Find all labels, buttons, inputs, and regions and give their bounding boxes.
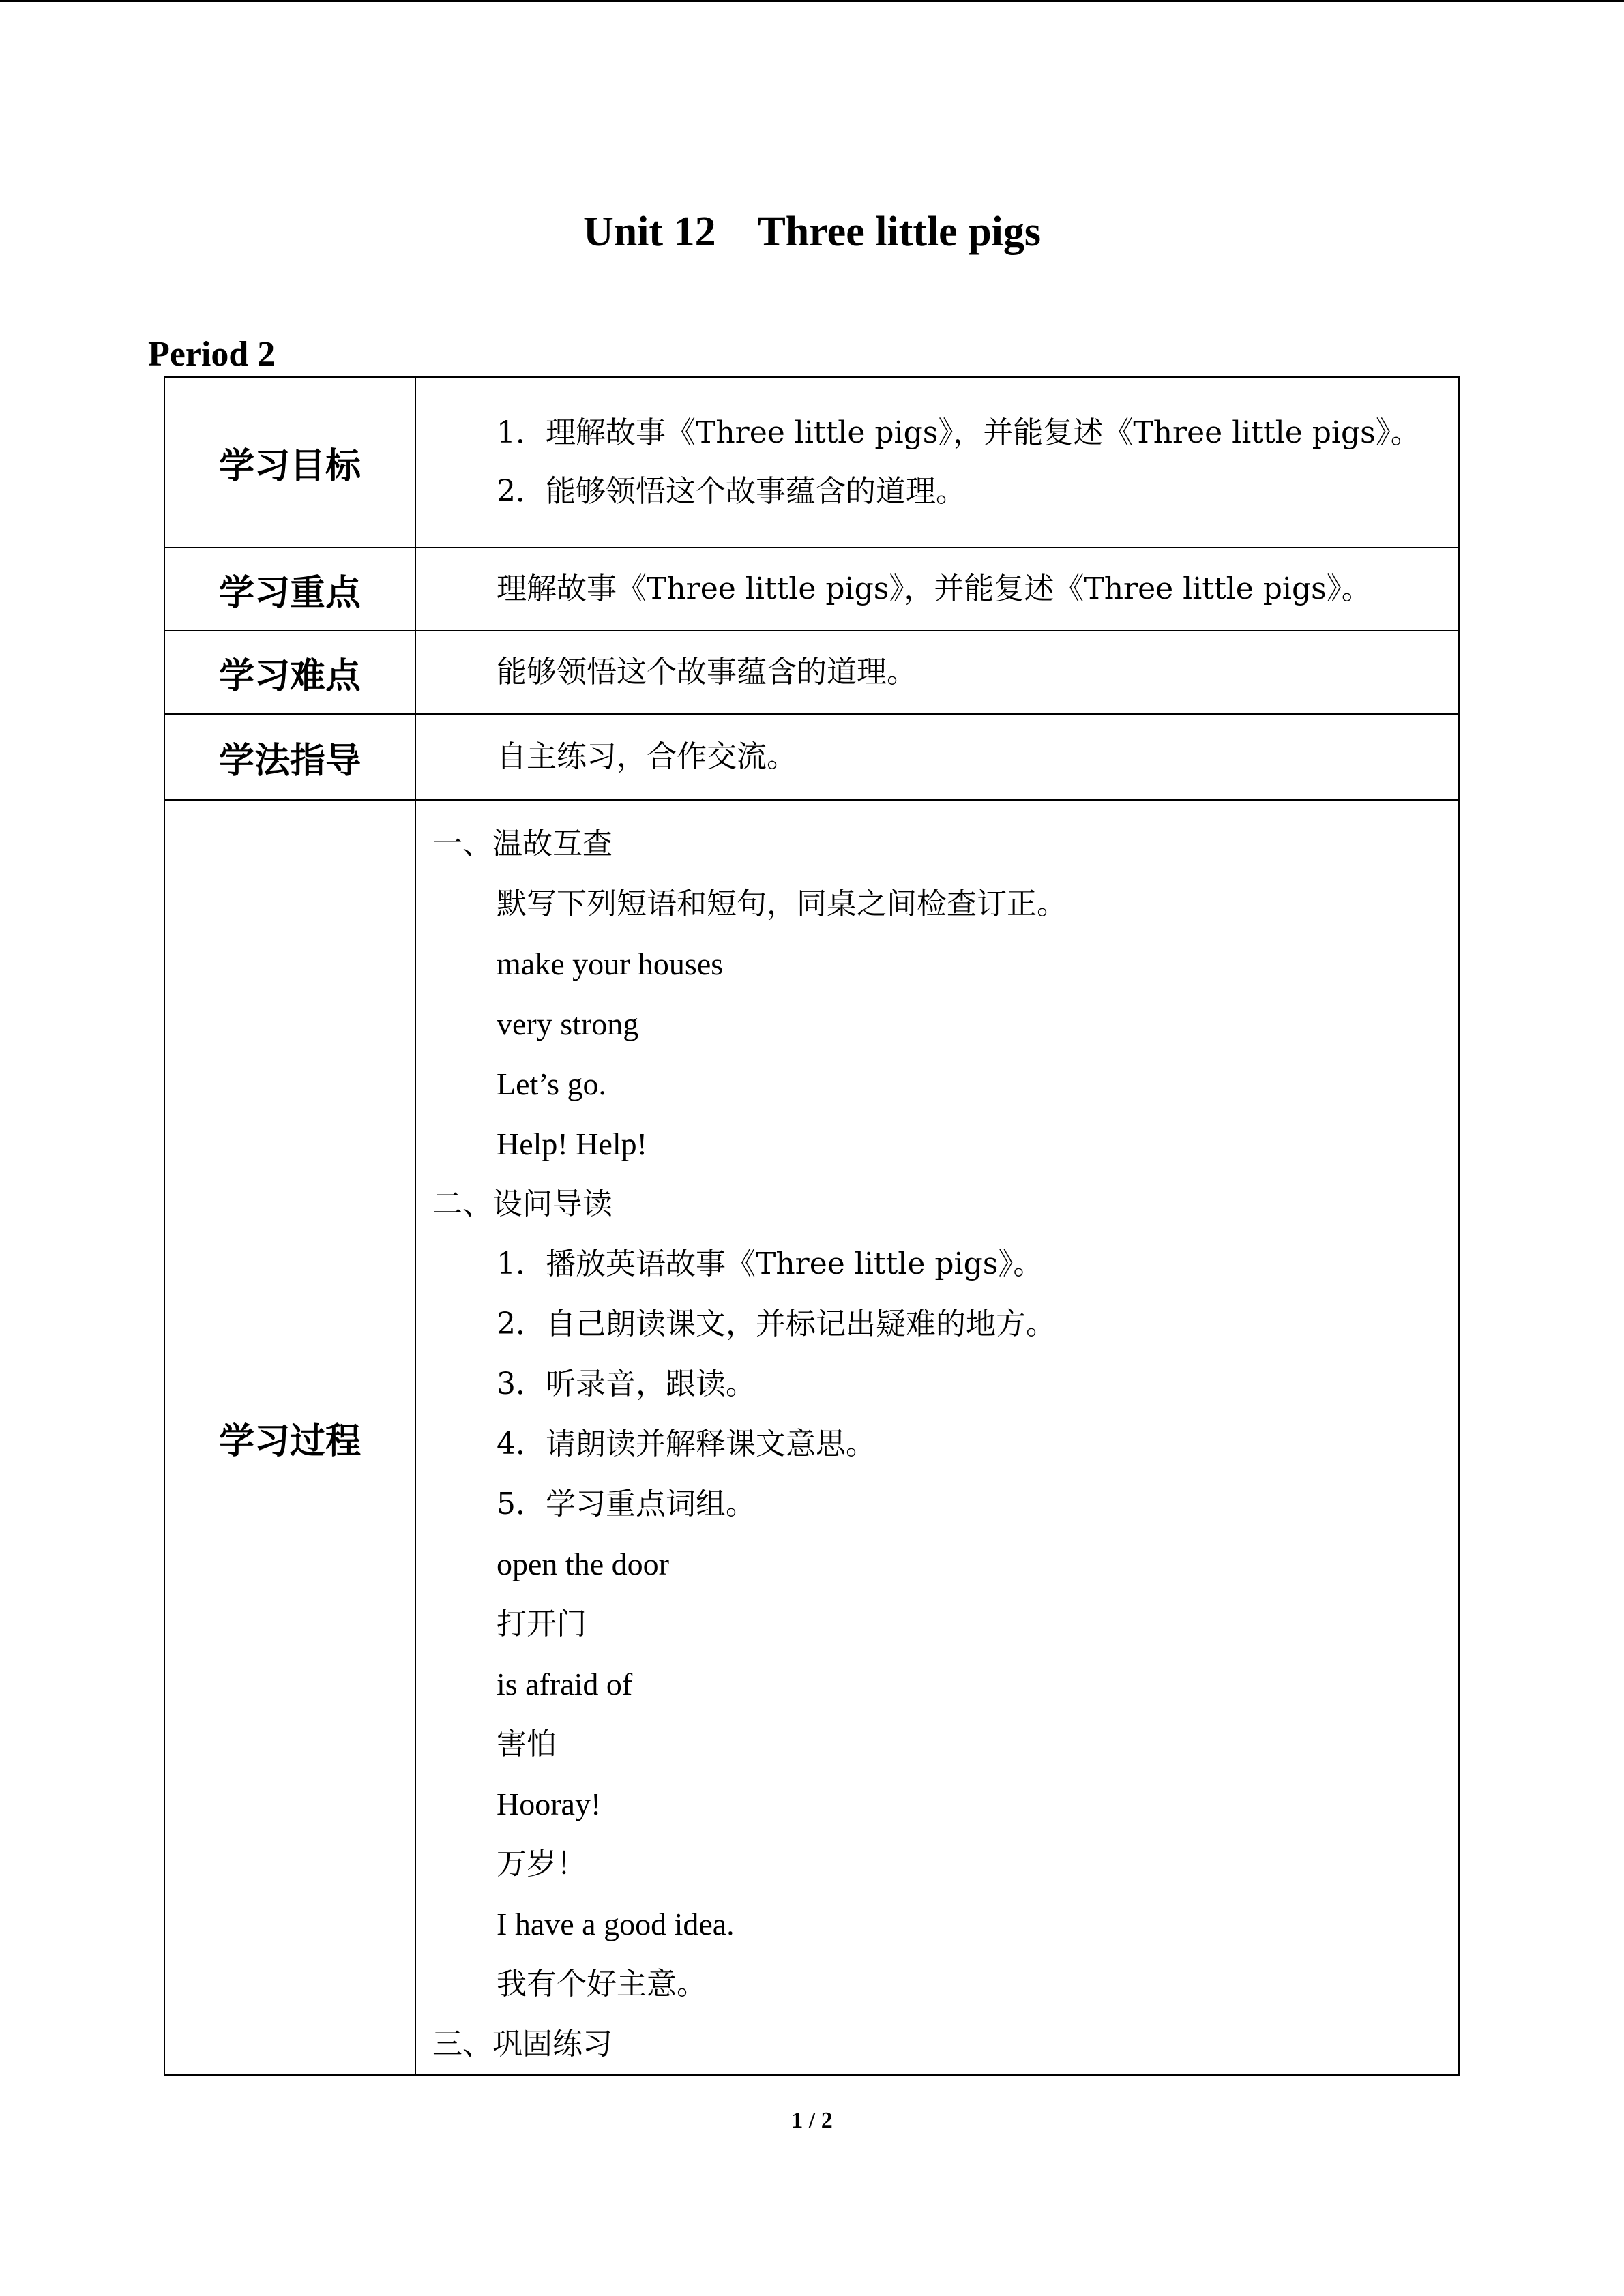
process-phrase: Help! Help!: [497, 1127, 647, 1161]
difficult-points-label: 学习难点: [164, 631, 415, 714]
process-content: [415, 800, 1459, 2075]
method-label: 学法指导: [164, 714, 415, 800]
table-row-difficult-points: [164, 631, 1459, 714]
objectives-content: [415, 377, 1459, 548]
process-phrase: open the door: [497, 1547, 669, 1581]
process-line: 2．自己朗读课文，并标记出疑难的地方。: [497, 1307, 1056, 1341]
process-line: 默写下列短语和短句，同桌之间检查订正。: [497, 886, 1067, 921]
process-translation: 万岁！: [497, 1847, 587, 1881]
period-label: Period 2: [148, 335, 276, 374]
process-section-heading-2: 二、设问导读: [432, 1187, 612, 1221]
key-points-label: 学习重点: [164, 548, 415, 631]
process-phrase: make your houses: [497, 946, 724, 981]
objectives-label: 学习目标: [164, 377, 415, 548]
process-section-heading-3: 三、巩固练习: [432, 2027, 612, 2061]
process-line: 3．听录音，跟读。: [497, 1367, 756, 1401]
key-points-content: [415, 548, 1459, 631]
process-label: 学习过程: [164, 800, 415, 2075]
method-content: [415, 714, 1459, 800]
table-row-objectives: [164, 377, 1459, 548]
lesson-plan-table: [164, 376, 1460, 2076]
process-translation: 我有个好主意。: [497, 1967, 707, 2001]
process-line: 1．播放英语故事《Three little pigs》。: [497, 1247, 1044, 1281]
process-line: 4．请朗读并解释课文意思。: [497, 1427, 876, 1461]
process-phrase: Let’s go.: [497, 1067, 606, 1101]
process-line: 5．学习重点词组。: [497, 1487, 756, 1521]
process-phrase: is afraid of: [497, 1667, 633, 1701]
top-border-line: [0, 0, 1624, 2]
process-section-heading-1: 一、温故互查: [432, 826, 612, 861]
page-number: 1 / 2: [791, 2108, 833, 2133]
process-phrase: very strong: [497, 1007, 639, 1041]
difficult-points-content: [415, 631, 1459, 714]
table-row-key-points: [164, 548, 1459, 631]
objectives-line-1: 1．理解故事《Three little pigs》，并能复述《Three little pigs》。: [497, 415, 1421, 450]
process-translation: 打开门: [497, 1607, 587, 1641]
table-row-method: [164, 714, 1459, 800]
objectives-line-2: 2．能够领悟这个故事蕴含的道理。: [497, 474, 966, 509]
process-phrase: Hooray!: [497, 1787, 602, 1821]
difficult-points-text: 能够领悟这个故事蕴含的道理。: [497, 655, 917, 689]
process-translation: 害怕: [497, 1727, 557, 1761]
process-phrase: I have a good idea.: [497, 1907, 735, 1941]
table-row-process: [164, 800, 1459, 2075]
key-points-text: 理解故事《Three little pigs》，并能复述《Three little pigs》。: [497, 571, 1372, 606]
method-text: 自主练习，合作交流。: [497, 739, 797, 774]
page-title: Unit 12 Three little pigs: [582, 209, 1042, 255]
